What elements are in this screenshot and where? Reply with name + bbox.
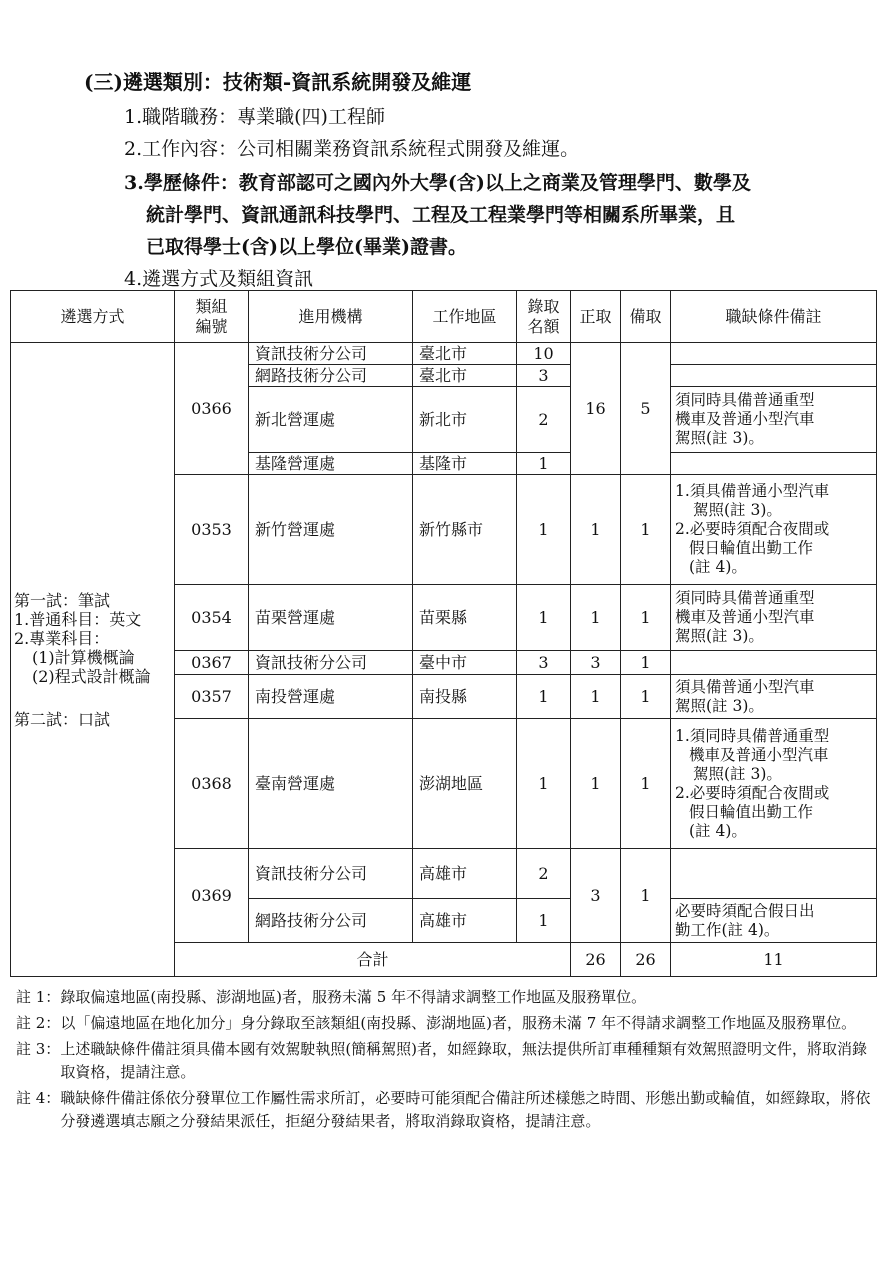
unit-cell: 基隆營運處 <box>249 453 413 475</box>
footnote <box>16 986 882 1009</box>
group-code: 0353 <box>175 475 249 585</box>
method-line: 1.普通科目：英文 <box>14 609 142 629</box>
header-notes: 職缺條件備註 <box>671 291 877 343</box>
area-cell: 高雄市 <box>413 849 517 899</box>
footnote-label: 註 1： <box>16 988 61 1006</box>
footnote <box>16 1012 882 1035</box>
note-line: 機車及普通小型汽車 <box>675 608 815 626</box>
unit-cell: 苗栗營運處 <box>249 585 413 651</box>
regular-cell: 3 <box>571 651 621 675</box>
group-code: 0369 <box>175 849 249 943</box>
note-line: (註 4)。 <box>689 558 747 576</box>
total-backup: 11 <box>671 943 877 977</box>
area-cell: 基隆市 <box>413 453 517 475</box>
method-spacer <box>14 686 171 710</box>
quota-cell: 3 <box>517 651 571 675</box>
note-line: 2.必要時須配合夜間或 <box>675 783 830 802</box>
header-backup: 備取 <box>621 291 671 343</box>
method-title: 4.遴選方式及類組資訊 <box>124 268 314 290</box>
header-group-line2: 編號 <box>195 316 228 336</box>
group-code: 0357 <box>175 675 249 719</box>
notes-cell <box>671 675 877 719</box>
backup-cell: 1 <box>621 651 671 675</box>
area-cell: 新竹縣市 <box>413 475 517 585</box>
table-row <box>11 343 877 365</box>
area-cell: 臺北市 <box>413 365 517 387</box>
note-line: 駕照(註 3)。 <box>675 627 764 645</box>
footnote <box>16 1087 882 1133</box>
group-code: 0368 <box>175 719 249 849</box>
note-line: (註 4)。 <box>689 821 747 840</box>
quota-cell: 2 <box>517 387 571 453</box>
method-line: (2)程式設計概論 <box>32 666 151 686</box>
quota-cell: 1 <box>517 475 571 585</box>
notes-cell <box>671 899 877 943</box>
method-line: 2.專業科目： <box>14 628 110 648</box>
header-quota-line1: 錄取 <box>527 296 560 316</box>
footnote-label: 註 2： <box>16 1014 61 1032</box>
regular-cell: 1 <box>571 675 621 719</box>
note-line: 必要時須配合假日出 <box>675 901 815 920</box>
method-line: 第一試：筆試 <box>14 590 111 610</box>
note-line: 1.須具備普通小型汽車 <box>675 482 830 500</box>
footnote-text: 職缺條件備註係依分發單位工作屬性需求所訂，必要時可能須配合備註所述樣態之時間、形態出勤或輪值，如經錄取，將依分發遴選填志願之分發結果派任，拒絕分發結果者，將取消錄取資格，提請注意。 <box>60 1089 871 1130</box>
total-label: 合計 <box>175 943 571 977</box>
header-row <box>11 291 877 343</box>
content-item: 2.工作內容：公司相關業務資訊系統程式開發及維運。 <box>124 138 580 160</box>
note-line: 須同時具備普通重型 <box>675 391 815 409</box>
education-line-1: 3.學歷條件：教育部認可之國內外大學(含)以上之商業及管理學門、數學及 <box>124 172 751 194</box>
unit-cell: 網路技術分公司 <box>249 899 413 943</box>
selection-table <box>10 290 877 977</box>
unit-cell: 資訊技術分公司 <box>249 849 413 899</box>
total-regular: 26 <box>621 943 671 977</box>
unit-cell: 新北營運處 <box>249 387 413 453</box>
header-quota <box>517 291 571 343</box>
notes-cell <box>671 343 877 365</box>
quota-cell: 1 <box>517 453 571 475</box>
footnote-text: 上述職缺條件備註須具備本國有效駕駛執照(簡稱駕照)者，如經錄取，無法提供所訂車種種類有效駕照證明文件，將取消錄取資格，提請注意。 <box>60 1040 868 1081</box>
notes-cell <box>671 453 877 475</box>
note-line: 須具備普通小型汽車 <box>675 677 815 696</box>
notes-cell <box>671 585 877 651</box>
group-code: 0367 <box>175 651 249 675</box>
footnote-text: 錄取偏遠地區(南投縣、澎湖地區)者，服務未滿 5 年不得請求調整工作地區及服務單位。 <box>60 988 647 1006</box>
backup-cell: 1 <box>621 585 671 651</box>
group-code: 0354 <box>175 585 249 651</box>
note-line: 機車及普通小型汽車 <box>689 745 829 764</box>
unit-cell: 網路技術分公司 <box>249 365 413 387</box>
header-area: 工作地區 <box>413 291 517 343</box>
header-regular: 正取 <box>571 291 621 343</box>
backup-cell: 1 <box>621 719 671 849</box>
method-cell <box>11 343 175 977</box>
section-heading: (三)遴選類別：技術類-資訊系統開發及維運 <box>84 70 472 94</box>
footnote <box>16 1038 882 1084</box>
backup-cell: 1 <box>621 675 671 719</box>
note-line: 駕照(註 3)。 <box>675 696 764 715</box>
notes-cell <box>671 849 877 899</box>
education-line-3: 已取得學士(含)以上學位(畢業)證書。 <box>146 236 467 258</box>
unit-cell: 新竹營運處 <box>249 475 413 585</box>
notes-cell <box>671 387 877 453</box>
note-line: 1.須同時具備普通重型 <box>675 726 830 745</box>
area-cell: 苗栗縣 <box>413 585 517 651</box>
quota-cell: 2 <box>517 849 571 899</box>
note-line: 須同時具備普通重型 <box>675 589 815 607</box>
regular-cell: 1 <box>571 585 621 651</box>
regular-cell: 1 <box>571 475 621 585</box>
area-cell: 新北市 <box>413 387 517 453</box>
education-line-2: 統計學門、資訊通訊科技學門、工程及工程業學門等相關系所畢業，且 <box>146 204 736 226</box>
quota-cell: 1 <box>517 719 571 849</box>
method-line: 第二試：口試 <box>14 709 111 729</box>
unit-cell: 南投營運處 <box>249 675 413 719</box>
note-line: 假日輪值出勤工作 <box>689 802 814 821</box>
backup-cell: 1 <box>621 849 671 943</box>
quota-cell: 1 <box>517 585 571 651</box>
header-group <box>175 291 249 343</box>
backup-cell: 5 <box>621 343 671 475</box>
area-cell: 澎湖地區 <box>413 719 517 849</box>
unit-cell: 資訊技術分公司 <box>249 651 413 675</box>
total-quota: 26 <box>571 943 621 977</box>
note-line: 駕照(註 3)。 <box>675 429 764 447</box>
regular-cell: 1 <box>571 719 621 849</box>
header-method: 遴選方式 <box>11 291 175 343</box>
note-line: 假日輪值出勤工作 <box>689 539 814 557</box>
area-cell: 臺北市 <box>413 343 517 365</box>
quota-cell: 1 <box>517 675 571 719</box>
footnote-text: 以「偏遠地區在地化加分」身分錄取至該類組(南投縣、澎湖地區)者，服務未滿 7 年不得請求調整工作地區及服務單位。 <box>60 1014 857 1032</box>
quota-cell: 10 <box>517 343 571 365</box>
backup-cell: 1 <box>621 475 671 585</box>
header-group-line1: 類組 <box>195 296 228 316</box>
footnote-label: 註 3： <box>16 1040 61 1058</box>
area-cell: 高雄市 <box>413 899 517 943</box>
unit-cell: 臺南營運處 <box>249 719 413 849</box>
note-line: 2.必要時須配合夜間或 <box>675 520 830 538</box>
note-line: 駕照(註 3)。 <box>693 501 782 519</box>
method-line: (1)計算機概論 <box>32 647 135 667</box>
regular-cell: 3 <box>571 849 621 943</box>
quota-cell: 3 <box>517 365 571 387</box>
note-line: 駕照(註 3)。 <box>693 764 782 783</box>
header-unit: 進用機構 <box>249 291 413 343</box>
note-line: 機車及普通小型汽車 <box>675 410 815 428</box>
notes-cell <box>671 719 877 849</box>
area-cell: 南投縣 <box>413 675 517 719</box>
footnote-label: 註 4： <box>16 1089 61 1107</box>
note-line: 勤工作(註 4)。 <box>675 920 780 939</box>
rank-item: 1.職階職務：專業職(四)工程師 <box>124 106 385 128</box>
footnotes <box>16 986 882 1136</box>
notes-cell <box>671 475 877 585</box>
group-code: 0366 <box>175 343 249 475</box>
area-cell: 臺中市 <box>413 651 517 675</box>
notes-cell <box>671 365 877 387</box>
unit-cell: 資訊技術分公司 <box>249 343 413 365</box>
quota-cell: 1 <box>517 899 571 943</box>
notes-cell <box>671 651 877 675</box>
header-quota-line2: 名額 <box>527 316 560 336</box>
regular-cell: 16 <box>571 343 621 475</box>
